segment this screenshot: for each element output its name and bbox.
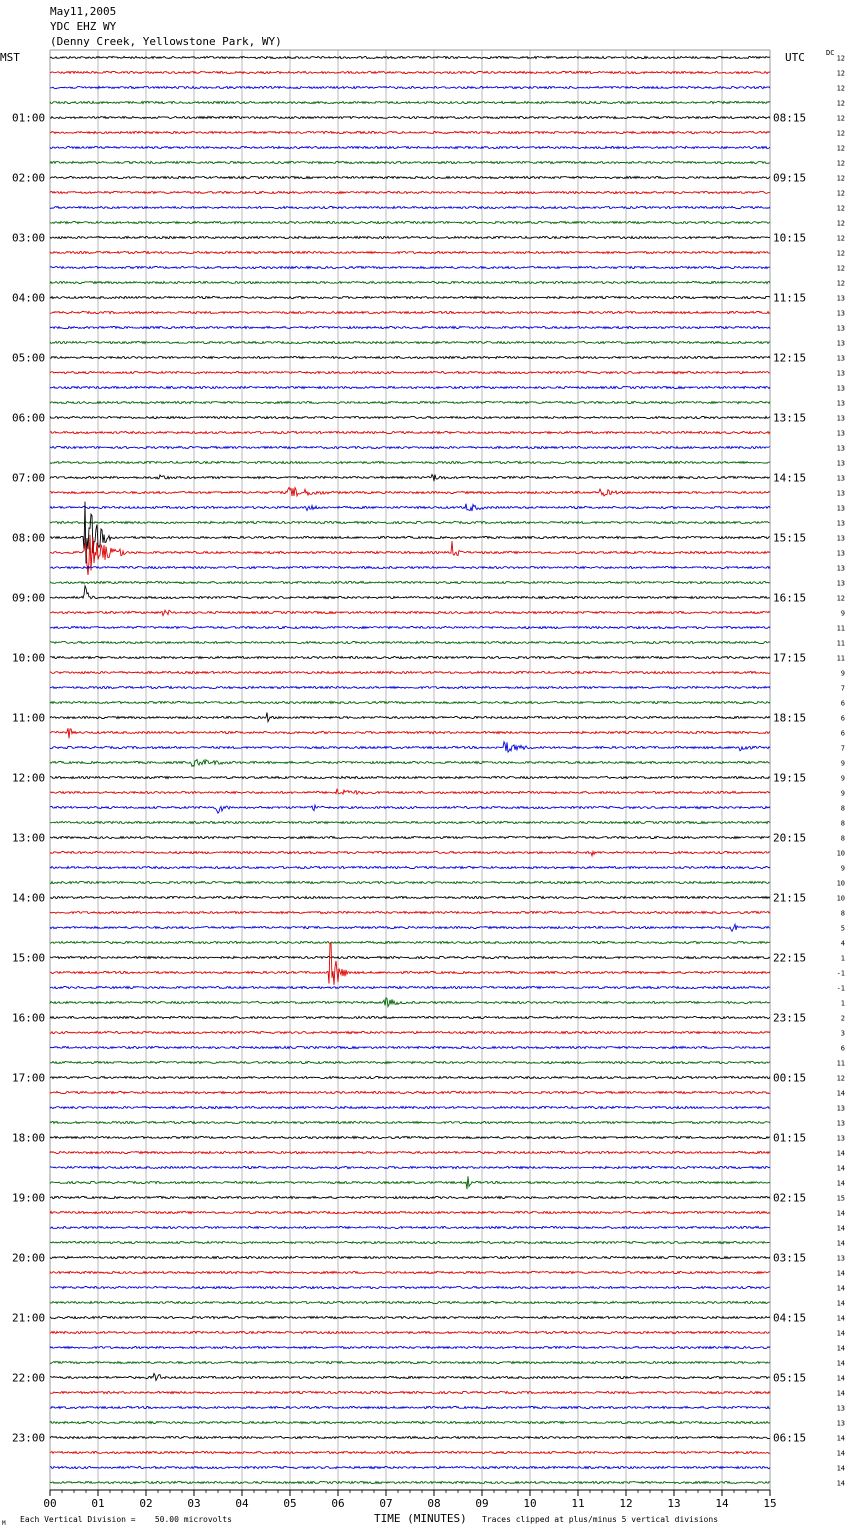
left-hour-label: 01:00: [12, 111, 46, 125]
trace-56: [50, 896, 770, 898]
trace-11: [50, 221, 770, 223]
left-hour-label: 22:00: [12, 1371, 46, 1385]
left-hour-label: 02:00: [12, 171, 46, 185]
trace-17: [50, 311, 770, 313]
left-hour-label: 04:00: [12, 291, 46, 305]
dc-offset-label: 12: [836, 84, 845, 93]
dc-offset-label: 13: [836, 564, 845, 573]
right-hour-label: 23:15: [773, 1011, 807, 1025]
scale-note: Each Vertical Division = 50.00 microvolts: [20, 1515, 232, 1524]
dc-offset-label: 9: [840, 789, 845, 798]
dc-offset-label: 13: [836, 414, 845, 423]
trace-4: [50, 116, 770, 118]
trace-90: [50, 1406, 770, 1408]
dc-offset-label: -1: [836, 984, 845, 993]
trace-66: [50, 1046, 770, 1048]
x-tick-label: 12: [619, 1497, 633, 1510]
right-hour-label: 22:15: [773, 951, 807, 965]
trace-48: [50, 776, 770, 778]
trace-65: [50, 1031, 770, 1033]
dc-offset-label: 13: [836, 1119, 845, 1128]
dc-offset-label: 13: [836, 474, 845, 483]
dc-offset-label: 5: [840, 924, 845, 933]
dc-offset-label: 14: [836, 1284, 845, 1293]
right-hour-label: 17:15: [773, 651, 807, 665]
trace-87: [50, 1361, 770, 1363]
trace-22: [50, 386, 770, 388]
trace-9: [50, 191, 770, 193]
dc-offset-label: 12: [836, 54, 845, 63]
trace-83: [50, 1301, 770, 1303]
right-hour-label: 01:15: [773, 1131, 807, 1145]
left-hour-label: 07:00: [12, 471, 46, 485]
trace-13: [50, 251, 770, 253]
trace-25: [50, 431, 770, 433]
dc-offset-label: 2: [840, 1014, 845, 1023]
x-tick-label: 08: [427, 1497, 441, 1510]
dc-offset-label: 7: [840, 744, 845, 753]
dc-offset-label: 6: [840, 1044, 845, 1053]
trace-26: [50, 446, 770, 448]
dc-offset-label: 12: [836, 189, 845, 198]
right-hour-label: 10:15: [773, 231, 807, 245]
x-tick-label: 05: [283, 1497, 297, 1510]
trace-46: [50, 742, 770, 752]
dc-offset-label: 3: [840, 1029, 845, 1038]
trace-12: [50, 236, 770, 238]
dc-offset-label: 13: [836, 369, 845, 378]
trace-77: [50, 1211, 770, 1213]
left-hour-label: 12:00: [12, 771, 46, 785]
left-hour-label: 16:00: [12, 1011, 46, 1025]
left-hour-label: 08:00: [12, 531, 46, 545]
trace-80: [50, 1256, 770, 1258]
trace-1: [50, 71, 770, 73]
dc-offset-label: 11: [836, 654, 845, 663]
dc-offset-label: 12: [836, 114, 845, 123]
dc-offset-label: 1: [840, 999, 845, 1008]
dc-offset-label: 9: [840, 864, 845, 873]
x-tick-label: 09: [475, 1497, 489, 1510]
dc-offset-label: 12: [836, 174, 845, 183]
dc-offset-label: 14: [836, 1479, 845, 1488]
trace-42: [50, 686, 770, 688]
trace-45: [50, 728, 770, 738]
left-hour-label: 13:00: [12, 831, 46, 845]
dc-offset-label: 10: [836, 894, 845, 903]
dc-offset-label: 14: [836, 1089, 845, 1098]
dc-offset-label: 14: [836, 1464, 845, 1473]
trace-20: [50, 356, 770, 358]
left-hour-label: 03:00: [12, 231, 46, 245]
trace-93: [50, 1451, 770, 1453]
dc-offset-label: 8: [840, 834, 845, 843]
trace-2: [50, 86, 770, 88]
right-hour-label: 03:15: [773, 1251, 807, 1265]
dc-offset-label: 8: [840, 804, 845, 813]
trace-10: [50, 206, 770, 208]
trace-75: [50, 1176, 770, 1189]
trace-30: [50, 504, 770, 511]
dc-offset-label: 14: [836, 1434, 845, 1443]
dc-offset-label: 9: [840, 609, 845, 618]
trace-19: [50, 341, 770, 343]
dc-offset-label: 13: [836, 459, 845, 468]
dc-offset-label: 13: [836, 489, 845, 498]
dc-offset-label: 8: [840, 819, 845, 828]
x-tick-label: 00: [43, 1497, 57, 1510]
trace-33: [50, 535, 770, 575]
left-hour-label: 20:00: [12, 1251, 46, 1265]
trace-69: [50, 1091, 770, 1093]
trace-73: [50, 1151, 770, 1153]
trace-15: [50, 281, 770, 283]
trace-67: [50, 1061, 770, 1063]
dc-offset-label: 9: [840, 774, 845, 783]
dc-offset-label: 12: [836, 219, 845, 228]
x-tick-label: 01: [91, 1497, 105, 1510]
trace-37: [50, 610, 770, 615]
dc-offset-label: 14: [836, 1164, 845, 1173]
dc-offset-label: 4: [840, 939, 845, 948]
right-timezone-label: UTC: [785, 51, 805, 64]
left-hour-label: 17:00: [12, 1071, 46, 1085]
right-hour-label: 13:15: [773, 411, 807, 425]
dc-offset-label: 14: [836, 1329, 845, 1338]
right-hour-label: 21:15: [773, 891, 807, 905]
trace-54: [50, 866, 770, 868]
corner-mark: M: [2, 1520, 6, 1527]
dc-offset-label: 13: [836, 1404, 845, 1413]
dc-offset-label: 10: [836, 879, 845, 888]
trace-95: [50, 1481, 770, 1483]
x-tick-label: 07: [379, 1497, 393, 1510]
right-hour-label: 04:15: [773, 1311, 807, 1325]
dc-offset-label: -1: [836, 969, 845, 978]
dc-offset-label: 12: [836, 249, 845, 258]
trace-81: [50, 1271, 770, 1273]
trace-68: [50, 1076, 770, 1078]
dc-offset-label: 11: [836, 639, 845, 648]
left-hour-label: 11:00: [12, 711, 46, 725]
trace-71: [50, 1121, 770, 1123]
trace-58: [50, 924, 770, 931]
dc-offset-label: 14: [836, 1209, 845, 1218]
x-tick-label: 04: [235, 1497, 249, 1510]
x-tick-label: 15: [763, 1497, 777, 1510]
trace-79: [50, 1241, 770, 1243]
left-hour-label: 09:00: [12, 591, 46, 605]
trace-57: [50, 911, 770, 913]
dc-offset-label: 13: [836, 504, 845, 513]
trace-55: [50, 881, 770, 883]
trace-35: [50, 581, 770, 583]
dc-offset-label: 11: [836, 624, 845, 633]
trace-7: [50, 161, 770, 163]
dc-offset-label: 6: [840, 729, 845, 738]
right-hour-label: 06:15: [773, 1431, 807, 1445]
trace-51: [50, 821, 770, 823]
trace-16: [50, 296, 770, 298]
dc-offset-label: 15: [836, 1194, 845, 1203]
trace-91: [50, 1421, 770, 1423]
x-axis-ticks: [43, 1490, 776, 1510]
dc-offset-label: 12: [836, 594, 845, 603]
dc-offset-label: 13: [836, 1419, 845, 1428]
trace-92: [50, 1436, 770, 1438]
trace-lines: [50, 56, 770, 1483]
trace-27: [50, 461, 770, 463]
right-hour-label: 16:15: [773, 591, 807, 605]
trace-38: [50, 626, 770, 628]
trace-3: [50, 101, 770, 103]
dc-offset-label: 6: [840, 699, 845, 708]
left-hour-label: 06:00: [12, 411, 46, 425]
left-hour-label: 19:00: [12, 1191, 46, 1205]
dc-offset-label: 13: [836, 534, 845, 543]
dc-offset-label: 8: [840, 909, 845, 918]
dc-offset-label: 9: [840, 669, 845, 678]
trace-31: [50, 521, 770, 523]
station-location: (Denny Creek, Yellowstone Park, WY): [50, 35, 282, 48]
left-hour-label: 15:00: [12, 951, 46, 965]
left-hour-label: 23:00: [12, 1431, 46, 1445]
trace-72: [50, 1136, 770, 1138]
trace-23: [50, 401, 770, 403]
trace-53: [50, 851, 770, 855]
trace-49: [50, 789, 770, 794]
dc-offset-label: 12: [836, 204, 845, 213]
right-hour-label: 14:15: [773, 471, 807, 485]
dc-offset-label: 6: [840, 714, 845, 723]
left-timezone-label: MST: [0, 51, 20, 64]
dc-offset-label: 13: [836, 324, 845, 333]
trace-89: [50, 1391, 770, 1393]
trace-59: [50, 941, 770, 943]
dc-offset-label: 13: [836, 399, 845, 408]
dc-offset-label: 14: [836, 1389, 845, 1398]
dc-offset-label: 1: [840, 954, 845, 963]
trace-82: [50, 1286, 770, 1288]
trace-44: [50, 713, 770, 722]
trace-63: [50, 998, 770, 1007]
minute-gridlines: [50, 50, 770, 1490]
left-hour-label: 18:00: [12, 1131, 46, 1145]
dc-offset-label: 13: [836, 309, 845, 318]
dc-offset-label: 10: [836, 849, 845, 858]
dc-offset-label: 12: [836, 69, 845, 78]
dc-offset-label: 12: [836, 264, 845, 273]
dc-offset-label: 13: [836, 1104, 845, 1113]
dc-offset-label: 14: [836, 1314, 845, 1323]
trace-5: [50, 131, 770, 133]
trace-52: [50, 836, 770, 838]
dc-offset-label: 13: [836, 579, 845, 588]
trace-18: [50, 326, 770, 328]
trace-64: [50, 1016, 770, 1018]
x-tick-label: 06: [331, 1497, 345, 1510]
dc-offset-label: 12: [836, 159, 845, 168]
right-hour-label: 15:15: [773, 531, 807, 545]
right-hour-label: 09:15: [773, 171, 807, 185]
trace-39: [50, 641, 770, 643]
dc-offset-label: 12: [836, 279, 845, 288]
dc-offset-label: 13: [836, 1134, 845, 1143]
trace-8: [50, 176, 770, 178]
trace-34: [50, 566, 770, 568]
trace-76: [50, 1196, 770, 1198]
x-tick-label: 02: [139, 1497, 153, 1510]
right-hour-label: 11:15: [773, 291, 807, 305]
dc-offset-label: 13: [836, 519, 845, 528]
station-name: YDC EHZ WY: [50, 20, 117, 33]
dc-offset-label: 13: [836, 294, 845, 303]
x-tick-label: 13: [667, 1497, 681, 1510]
x-axis-title: TIME (MINUTES): [374, 1512, 467, 1525]
dc-offset-label: 14: [836, 1224, 845, 1233]
record-date: May11,2005: [50, 5, 117, 18]
trace-50: [50, 805, 770, 813]
dc-offset-label: 14: [836, 1269, 845, 1278]
dc-offset-label: 13: [836, 444, 845, 453]
trace-24: [50, 416, 770, 418]
trace-85: [50, 1331, 770, 1333]
trace-28: [50, 475, 770, 482]
left-hour-label: 14:00: [12, 891, 46, 905]
trace-84: [50, 1316, 770, 1318]
right-hour-label: 02:15: [773, 1191, 807, 1205]
left-hour-label: 05:00: [12, 351, 46, 365]
trace-88: [50, 1373, 770, 1380]
trace-60: [50, 956, 770, 958]
right-hour-label: 12:15: [773, 351, 807, 365]
dc-offset-label: 7: [840, 684, 845, 693]
dc-offset-label: 14: [836, 1149, 845, 1158]
trace-6: [50, 146, 770, 148]
right-hour-label: 19:15: [773, 771, 807, 785]
trace-70: [50, 1106, 770, 1108]
x-tick-label: 03: [187, 1497, 201, 1510]
trace-29: [50, 488, 770, 497]
dc-offset-label: 12: [836, 99, 845, 108]
trace-62: [50, 986, 770, 988]
x-tick-label: 14: [715, 1497, 729, 1510]
dc-offset-label: 13: [836, 384, 845, 393]
right-hour-label: 00:15: [773, 1071, 807, 1085]
dc-offset-label: 13: [836, 1254, 845, 1263]
dc-offset-label: 13: [836, 549, 845, 558]
dc-header-label: DC: [826, 49, 835, 57]
dc-offset-label: 14: [836, 1179, 845, 1188]
trace-43: [50, 701, 770, 703]
dc-offset-label: 14: [836, 1299, 845, 1308]
dc-offset-label: 14: [836, 1239, 845, 1248]
right-hour-label: 20:15: [773, 831, 807, 845]
trace-40: [50, 656, 770, 658]
x-tick-label: 11: [571, 1497, 585, 1510]
trace-0: [50, 56, 770, 58]
dc-offset-label: 11: [836, 1059, 845, 1068]
dc-offset-label: 13: [836, 339, 845, 348]
dc-offset-label: 14: [836, 1359, 845, 1368]
trace-14: [50, 266, 770, 268]
trace-61: [50, 943, 770, 985]
trace-41: [50, 671, 770, 673]
x-tick-label: 10: [523, 1497, 537, 1510]
trace-86: [50, 1346, 770, 1348]
dc-offset-label: 14: [836, 1449, 845, 1458]
dc-offset-label: 13: [836, 354, 845, 363]
trace-36: [50, 586, 770, 599]
dc-offset-label: 12: [836, 1074, 845, 1083]
right-hour-label: 08:15: [773, 111, 807, 125]
trace-21: [50, 371, 770, 373]
clip-note: Traces clipped at plus/minus 5 vertical divisions: [482, 1515, 719, 1524]
dc-offset-label: 14: [836, 1374, 845, 1383]
left-hour-label: 21:00: [12, 1311, 46, 1325]
right-hour-label: 18:15: [773, 711, 807, 725]
dc-offset-label: 12: [836, 129, 845, 138]
dc-offset-label: 12: [836, 234, 845, 243]
trace-47: [50, 760, 770, 767]
dc-offset-label: 14: [836, 1344, 845, 1353]
dc-offset-label: 12: [836, 144, 845, 153]
trace-94: [50, 1466, 770, 1468]
dc-offset-label: 9: [840, 759, 845, 768]
trace-74: [50, 1166, 770, 1168]
left-hour-label: 10:00: [12, 651, 46, 665]
dc-offset-label: 13: [836, 429, 845, 438]
trace-78: [50, 1226, 770, 1228]
right-hour-label: 05:15: [773, 1371, 807, 1385]
